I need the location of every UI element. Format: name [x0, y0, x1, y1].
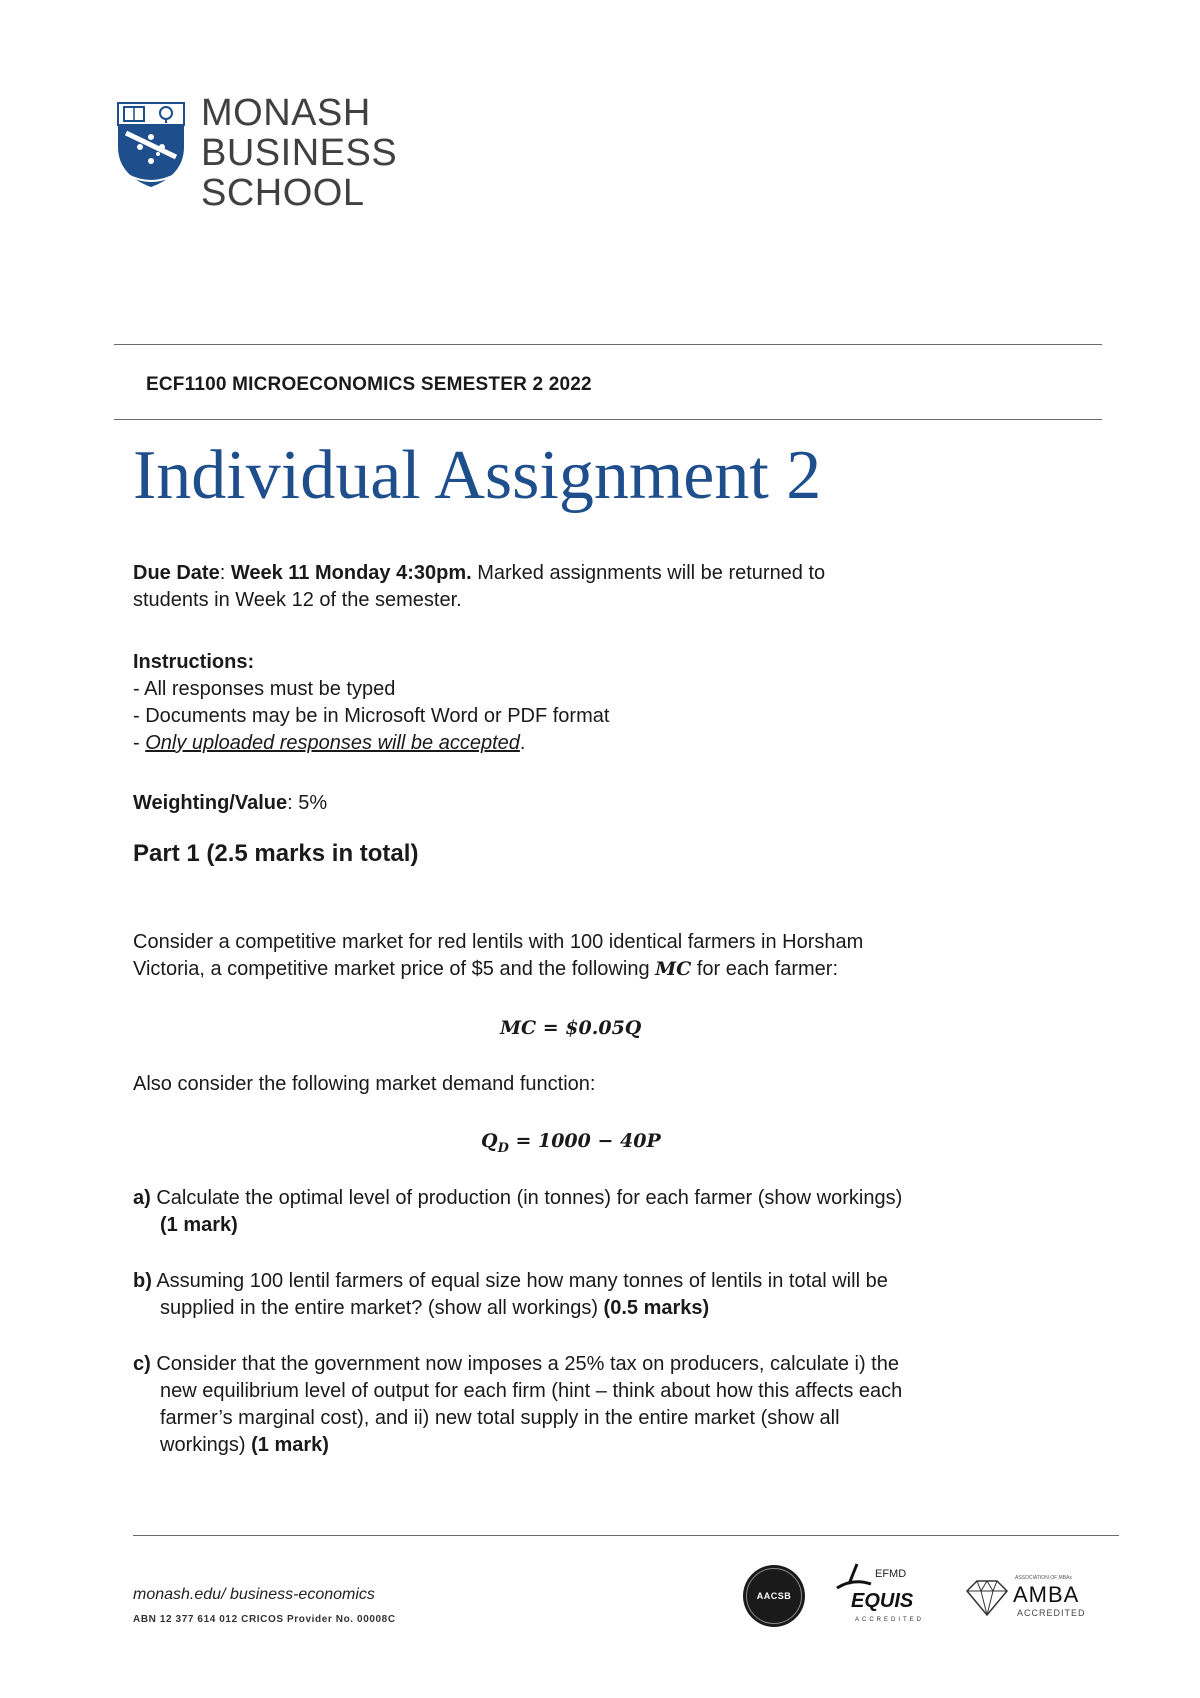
footer-abn-cricos: ABN 12 377 614 012 CRICOS Provider No. 00008C [133, 1614, 396, 1625]
demand-intro: Also consider the following market demand function: [133, 1073, 596, 1095]
weighting-value: : 5% [287, 792, 328, 814]
amba-accredited: ACCREDITED [1017, 1608, 1086, 1618]
question-label: b) [133, 1270, 152, 1292]
page-title: Individual Assignment 2 [133, 437, 822, 514]
footer-divider [133, 1535, 1119, 1536]
equis-label: EQUIS [851, 1590, 914, 1612]
demand-equation: $Q_D = 1000 - 40P$ [481, 1130, 661, 1156]
instructions-block [133, 649, 609, 757]
instruction-item: - All responses must be typed [133, 678, 396, 700]
logo-wordmark [201, 93, 397, 213]
top-divider [114, 344, 1102, 345]
instructions-heading: Instructions: [133, 651, 255, 673]
aacsb-label: AACSB [756, 1591, 792, 1601]
weighting [133, 790, 327, 817]
equis-accredited: ACCREDITED [855, 1617, 925, 1623]
due-date-note: Marked assignments will be returned to [471, 562, 826, 584]
logo-line-2: BUSINESS [201, 132, 398, 174]
course-title: ECF1100 MICROECONOMICS SEMESTER 2 2022 [146, 374, 592, 395]
course-divider [114, 419, 1102, 420]
efmd-label: EFMD [875, 1568, 907, 1580]
question-b: b) Assuming 100 lentil farmers of equal size how many tonnes of lentils in total will be supplied in the entire market? (show all workings) (0.5 marks) [133, 1270, 888, 1319]
weighting-label: Weighting/Value [133, 792, 288, 814]
logo-line-3: SCHOOL [201, 172, 365, 214]
instruction-item: - Documents may be in Microsoft Word or PDF format [133, 705, 610, 727]
amba-diamond-icon [965, 1579, 1009, 1617]
amba-association-text: ASSOCIATION OF MBAs [1015, 1575, 1072, 1581]
part-1-intro: Consider a competitive market for red lentils with 100 identical farmers in Horsham Victoria, a competitive market price of $5 and the following MC for each farmer: [133, 931, 864, 980]
due-date-label: Due Date [133, 562, 220, 584]
amba-label: AMBA [1013, 1582, 1080, 1607]
amba-accreditation-logo [965, 1575, 1095, 1623]
aacsb-accreditation-logo [743, 1565, 805, 1627]
question-marks: (1 mark) [251, 1434, 329, 1456]
due-date-note-2: students in Week 12 of the semester. [133, 589, 462, 611]
instruction-item-emphasis: - Only uploaded responses will be accepted. [133, 732, 526, 754]
logo-line-1: MONASH [201, 92, 371, 134]
question-a: a) Calculate the optimal level of production (in tonnes) for each farmer (show workings) (1 mark) [133, 1185, 902, 1239]
marginal-cost-equation: MC = $0.05Q [500, 1017, 642, 1039]
mc-symbol: MC [655, 958, 692, 980]
question-label: c) [133, 1353, 151, 1375]
question-c: c) Consider that the government now imposes a 25% tax on producers, calculate i) the new equilibrium level of output for each firm (hint – think about how this affects each farmer’s marginal cost), and ii) new total supply in the entire market (show all workings) (1 mark) [133, 1353, 903, 1456]
part-1-heading: Part 1 (2.5 marks in total) [133, 840, 419, 867]
equis-accreditation-logo [835, 1562, 945, 1630]
question-label: a) [133, 1187, 151, 1209]
question-marks: (0.5 marks) [603, 1297, 710, 1319]
due-date-block: Due Date: Week 11 Monday 4:30pm. Marked assignments will be returned to students in Week 12 of the semester. [133, 560, 825, 614]
footer-website-link[interactable]: monash.edu/ business-economics [133, 1586, 375, 1603]
monash-crest-logo [114, 99, 188, 189]
question-marks: (1 mark) [160, 1214, 238, 1236]
due-date-value: Week 11 Monday 4:30pm. [230, 562, 472, 584]
